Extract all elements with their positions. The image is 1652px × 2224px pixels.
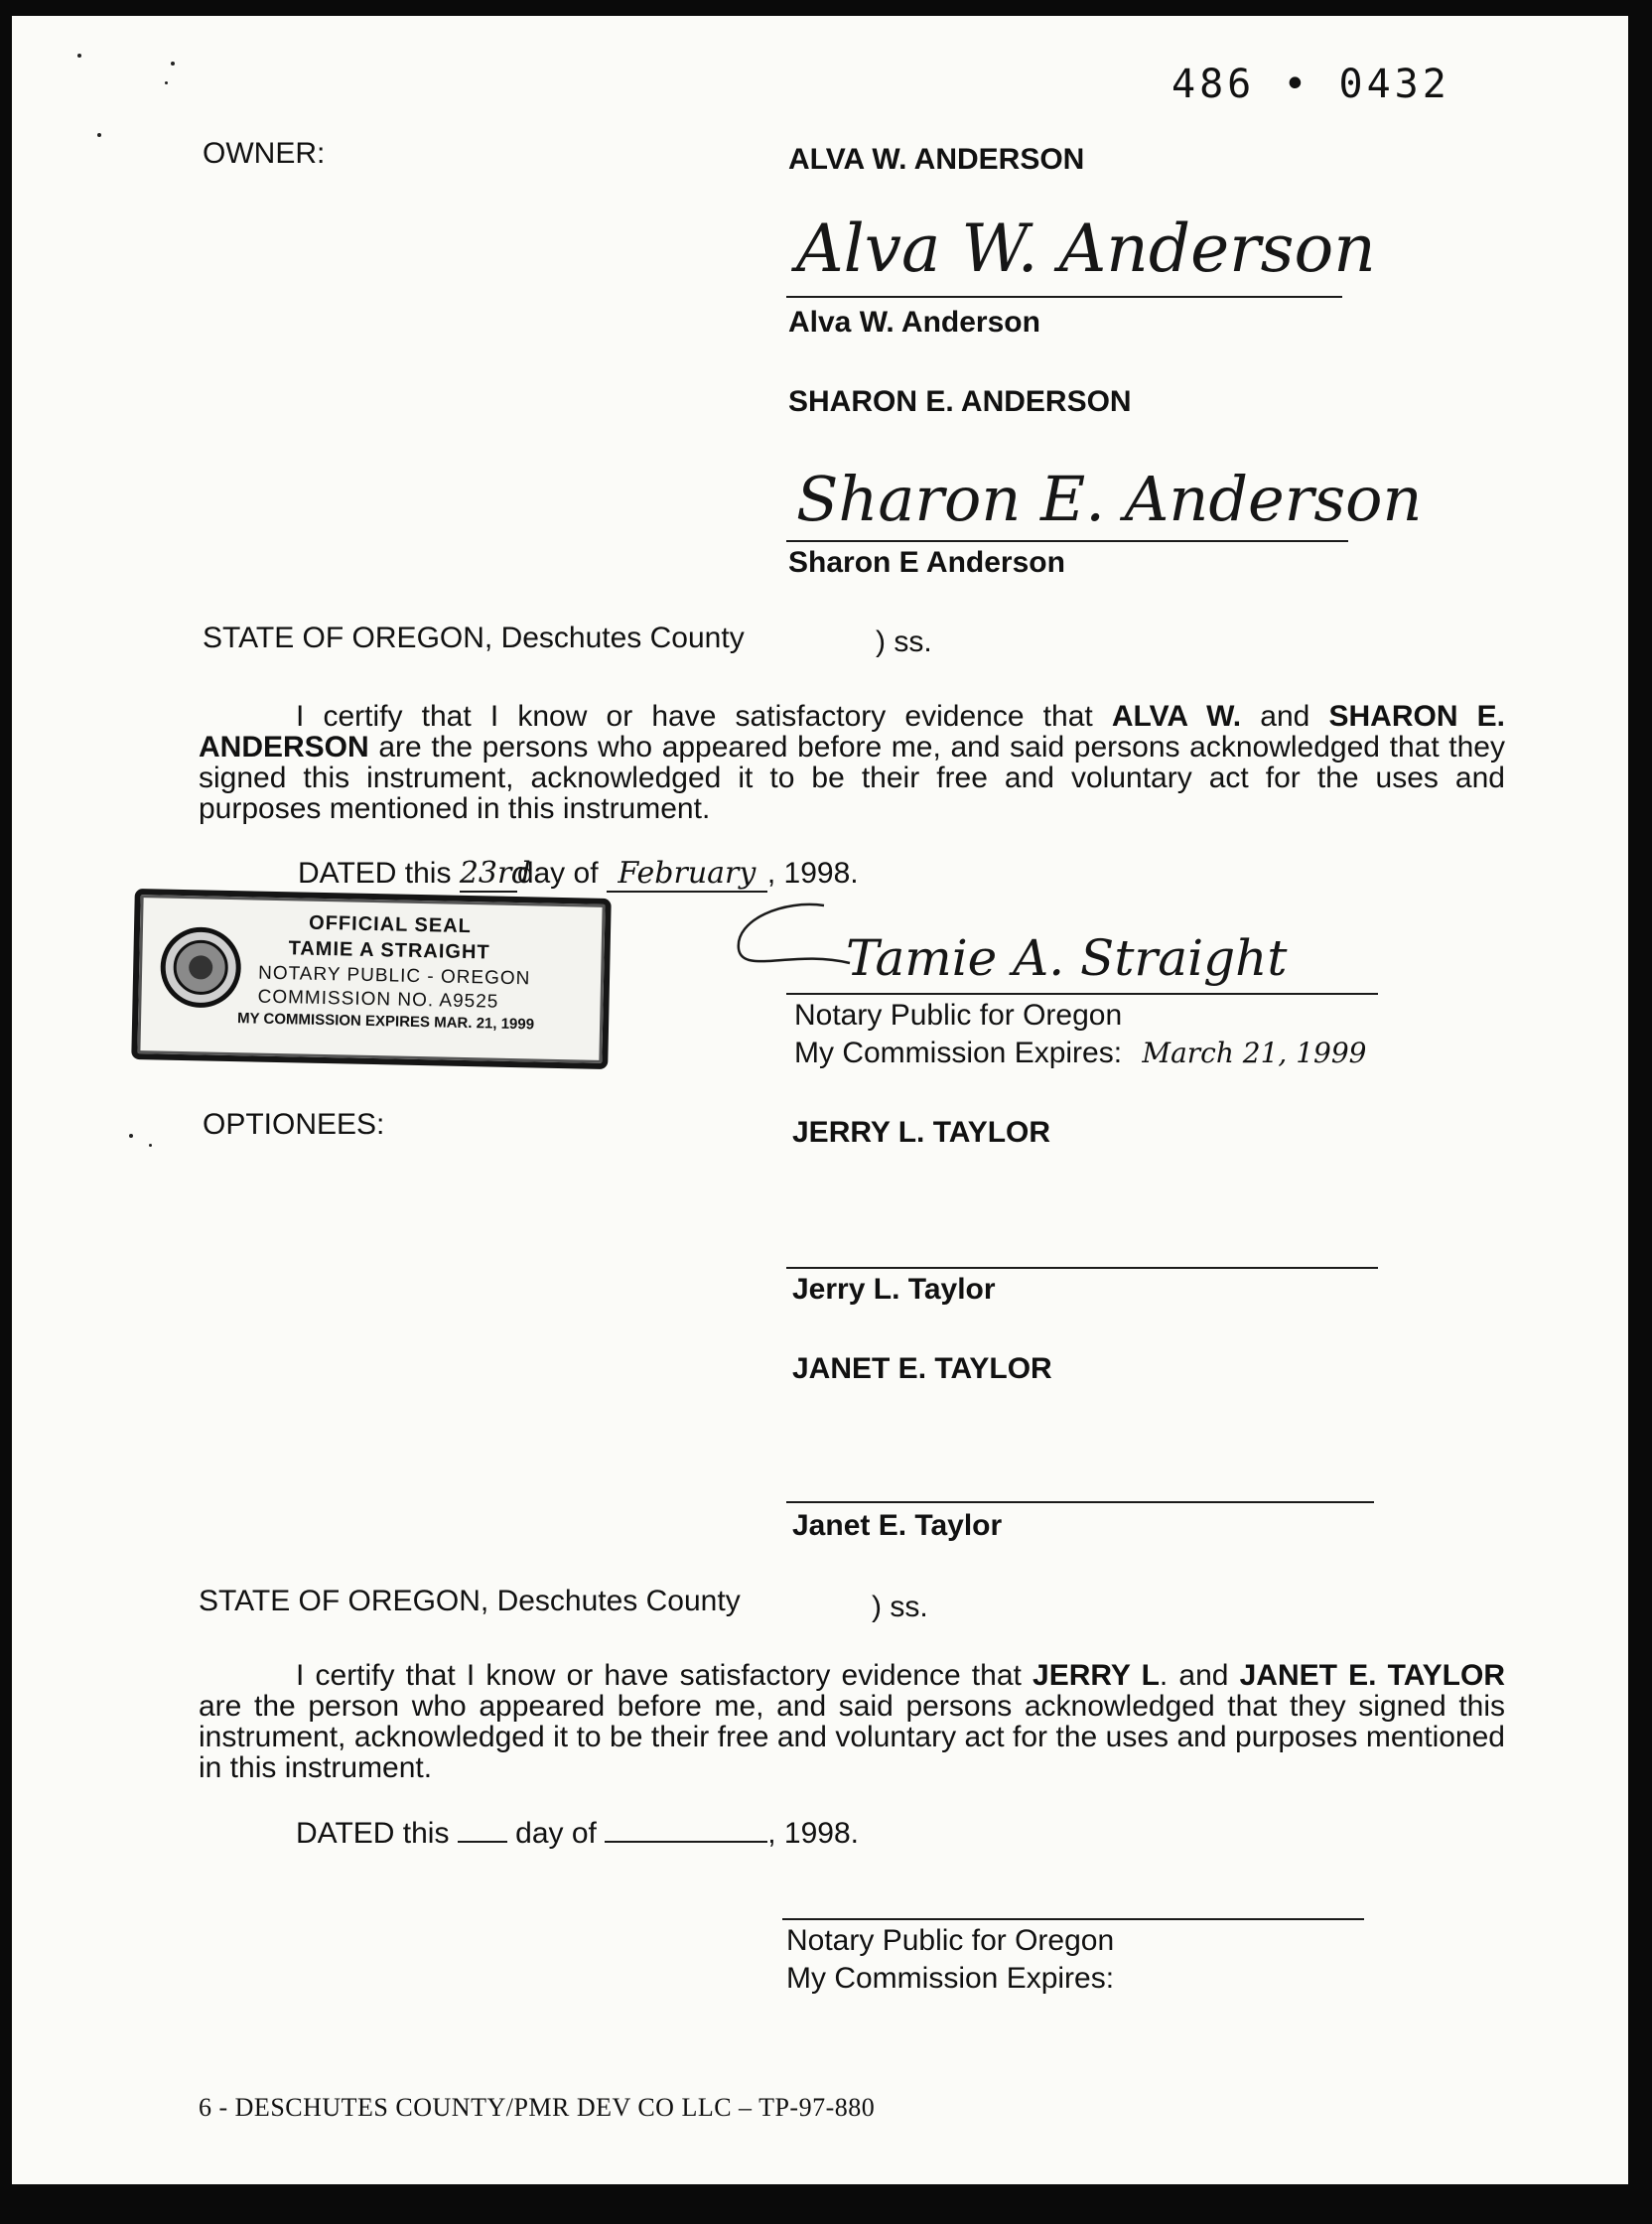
venue-2: STATE OF OREGON, Deschutes County bbox=[199, 1585, 741, 1617]
official-notary-seal-stamp bbox=[131, 889, 611, 1069]
venue-2-ss: ) ss. bbox=[872, 1591, 928, 1623]
scan-speck bbox=[171, 62, 175, 66]
notary-signature-line bbox=[786, 993, 1378, 995]
seal-line-3: NOTARY PUBLIC - OREGON bbox=[257, 962, 531, 990]
owner-signature-1: Alva W. Anderson bbox=[796, 210, 1376, 287]
optionee-name-2-caps: JANET E. TAYLOR bbox=[792, 1352, 1052, 1385]
scan-speck bbox=[149, 1144, 152, 1147]
dated-month-value: February bbox=[607, 856, 767, 893]
dated-day-value: 23rd bbox=[459, 856, 531, 891]
venue-1: STATE OF OREGON, Deschutes County bbox=[203, 622, 745, 654]
owner-name-1-printed: Alva W. Anderson bbox=[788, 306, 1040, 339]
owner-name-2-caps: SHARON E. ANDERSON bbox=[788, 385, 1132, 418]
seal-line-2: TAMIE A STRAIGHT bbox=[288, 937, 490, 964]
commission-expires-value-1: March 21, 1999 bbox=[1142, 1037, 1367, 1069]
scan-speck bbox=[77, 54, 81, 58]
owner-heading: OWNER: bbox=[203, 137, 326, 170]
commission-expires-label-2: My Commission Expires: bbox=[786, 1962, 1115, 1995]
optionees-heading: OPTIONEES: bbox=[203, 1108, 385, 1141]
seal-line-5: MY COMMISSION EXPIRES MAR. 21, 1999 bbox=[236, 1010, 535, 1034]
dated-line-1: DATED this 23rdday of February , 1998. bbox=[298, 856, 859, 891]
dated-day-blank bbox=[458, 1841, 507, 1843]
scan-speck bbox=[97, 133, 101, 137]
dated-month-blank bbox=[605, 1841, 767, 1843]
owner-name-2-printed: Sharon E Anderson bbox=[788, 546, 1065, 579]
signature-line bbox=[786, 540, 1348, 542]
optionee-name-1-caps: JERRY L. TAYLOR bbox=[792, 1116, 1051, 1149]
signature-line bbox=[786, 296, 1342, 298]
owner-signature-2: Sharon E. Anderson bbox=[796, 463, 1423, 535]
optionee-name-1-printed: Jerry L. Taylor bbox=[792, 1273, 996, 1306]
notary-signature-1: Tamie A. Straight bbox=[846, 929, 1288, 987]
signature-line-blank bbox=[786, 1501, 1374, 1503]
document-number: 486 • 0432 bbox=[1171, 62, 1450, 107]
scan-speck bbox=[129, 1134, 133, 1138]
certification-paragraph-2: I certify that I know or have satisfactory evidence that JERRY L. and JANET E. TAYLOR are the person who appeared before me, and said persons acknowledged that they signed this instrument, acknowledged it to be their free and voluntary act for the uses and purposes mentioned in this instrument. bbox=[199, 1659, 1506, 1784]
oregon-state-seal-icon bbox=[158, 925, 243, 1011]
certification-paragraph-1: I certify that I know or have satisfactory evidence that ALVA W. and SHARON E. ANDERSON are the persons who appeared before me, and said persons acknowledged that they signed this instrument, acknowledged it to be their free and voluntary act for the uses and purposes mentioned in this instrument. bbox=[199, 700, 1506, 825]
notary-signature-line-blank bbox=[782, 1918, 1364, 1920]
venue-1-ss: ) ss. bbox=[876, 626, 932, 658]
seal-line-4: COMMISSION NO. A9525 bbox=[257, 986, 499, 1013]
signature-flourish bbox=[725, 900, 854, 979]
page-footer: 6 - DESCHUTES COUNTY/PMR DEV CO LLC – TP-97-880 bbox=[199, 2093, 876, 2122]
notary-label-2: Notary Public for Oregon bbox=[786, 1924, 1115, 1957]
document-page bbox=[12, 16, 1628, 2184]
commission-expires-label-1: My Commission Expires: March 21, 1999 bbox=[794, 1037, 1367, 1069]
signature-line-blank bbox=[786, 1267, 1378, 1269]
notary-label-1: Notary Public for Oregon bbox=[794, 999, 1123, 1032]
optionee-name-2-printed: Janet E. Taylor bbox=[792, 1509, 1003, 1542]
owner-name-1-caps: ALVA W. ANDERSON bbox=[788, 143, 1085, 176]
scan-speck bbox=[165, 81, 168, 84]
seal-line-1: OFFICIAL SEAL bbox=[308, 911, 473, 938]
dated-line-2: DATED this day of , 1998. bbox=[296, 1817, 859, 1850]
